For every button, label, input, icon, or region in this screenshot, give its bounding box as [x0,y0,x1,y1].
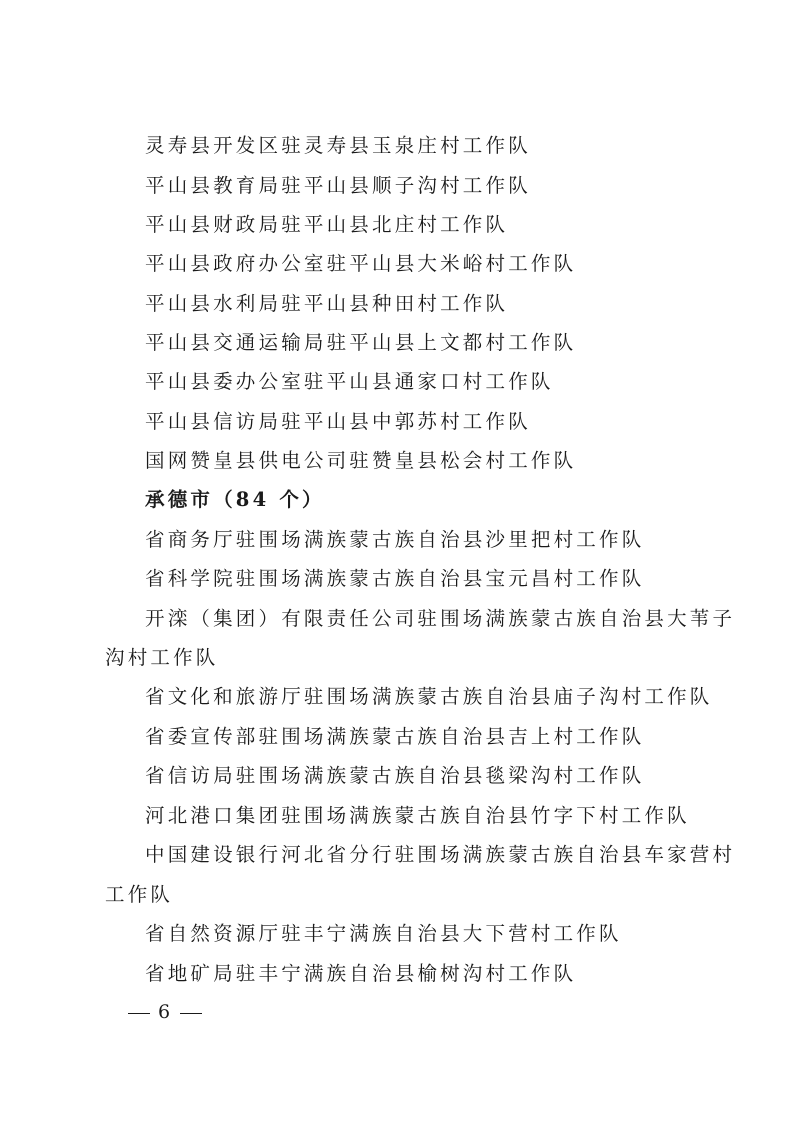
list-item: 国网赞皇县供电公司驻赞皇县松会村工作队 [145,449,577,472]
list-item: 灵寿县开发区驻灵寿县玉泉庄村工作队 [145,134,531,157]
list-item-continuation: 沟村工作队 [105,646,219,669]
list-item: 省自然资源厅驻丰宁满族自治县大下营村工作队 [145,922,622,945]
page-footer [120,1000,210,1024]
list-item: 平山县水利局驻平山县种田村工作队 [145,292,509,315]
list-item: 平山县政府办公室驻平山县大米峪村工作队 [145,252,577,275]
footer-dash-left [128,1013,150,1014]
list-item: 平山县交通运输局驻平山县上文都村工作队 [145,331,577,354]
footer-dash-right [180,1013,202,1014]
list-item: 省委宣传部驻围场满族蒙古族自治县吉上村工作队 [145,725,645,748]
page-number: 6 [158,1001,173,1023]
list-item: 平山县委办公室驻平山县通家口村工作队 [145,370,554,393]
list-item: 平山县信访局驻平山县中郭苏村工作队 [145,410,531,433]
list-item: 省信访局驻围场满族蒙古族自治县毯梁沟村工作队 [145,764,645,787]
list-item: 省文化和旅游厅驻围场满族蒙古族自治县庙子沟村工作队 [145,685,713,708]
list-item: 开滦（集团）有限责任公司驻围场满族蒙古族自治县大苇子 [145,607,736,630]
list-item: 平山县教育局驻平山县顺子沟村工作队 [145,174,531,197]
list-item: 省商务厅驻围场满族蒙古族自治县沙里把村工作队 [145,528,645,551]
list-item: 中国建设银行河北省分行驻围场满族蒙古族自治县车家营村 [145,843,736,866]
list-item: 河北港口集团驻围场满族蒙古族自治县竹字下村工作队 [145,804,690,827]
section-heading: 承德市（84 个） [145,488,325,511]
list-item: 省地矿局驻丰宁满族自治县榆树沟村工作队 [145,962,577,985]
list-item-continuation: 工作队 [105,883,174,906]
list-item: 省科学院驻围场满族蒙古族自治县宝元昌村工作队 [145,567,645,590]
list-item: 平山县财政局驻平山县北庄村工作队 [145,213,509,236]
